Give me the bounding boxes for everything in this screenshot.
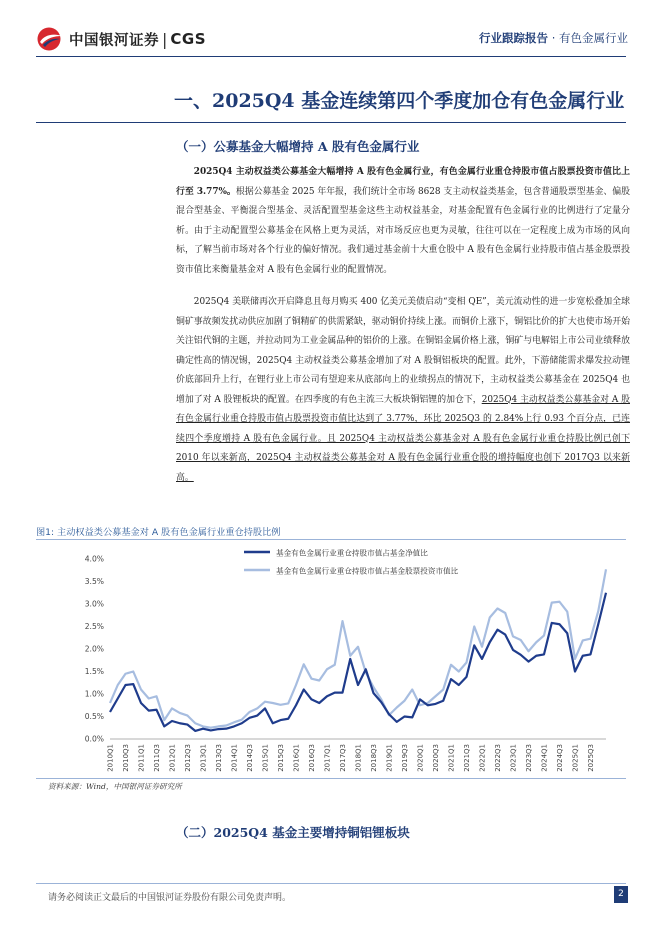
report-type-label (479, 30, 628, 46)
logo-separator: | (162, 29, 168, 49)
x-tick-label: 2016Q3 (308, 744, 316, 772)
x-tick-label: 2010Q3 (122, 744, 130, 772)
cgs-logo (36, 24, 206, 54)
x-tick-label: 2014Q3 (246, 744, 254, 772)
paragraph-2-highlight: 2025Q4 主动权益类公募基金对 A 股有色金属行业重仓持股市值占股票投资市值比达到了 3.77%，环比 2025Q3 的 2.84%上行 0.93 个百分点，已连续四个季度增持 A 股有色金属行业。且 2025Q4 主动权益类公募基金对 A 股有色金属行业重仓持股比例已创下 2010 年以来新高，2025Q4 主动权益类公募基金对 A 股有色金属行业重仓股的增持幅度也创下 2017Q3 以来新高。 (176, 394, 630, 483)
industry-name: 有色金属行业 (559, 31, 628, 45)
x-tick-label: 2024Q3 (556, 744, 564, 772)
x-tick-label: 2017Q1 (323, 744, 332, 772)
x-tick-label: 2012Q3 (184, 744, 192, 772)
cgs-logo-mark-icon (36, 26, 64, 52)
y-tick-label: 2.5% (84, 622, 104, 632)
x-tick-label: 2014Q1 (230, 744, 239, 772)
x-tick-label: 2020Q3 (432, 744, 440, 772)
y-tick-label: 1.5% (84, 667, 104, 677)
x-tick-label: 2023Q1 (509, 744, 518, 772)
holding-ratio-chart (36, 540, 630, 776)
x-tick-label: 2019Q3 (401, 744, 409, 772)
x-tick-label: 2017Q3 (339, 744, 347, 772)
series-line-stock-value-ratio (110, 569, 606, 727)
paragraph-1-lead: 2025Q4 主动权益类公募基金大幅增持 A 股有色金属行业，有色金属行业重仓持股市值占股票投资市值比上行至 3.77%。 (176, 167, 630, 197)
report-type-dot: · (551, 31, 556, 45)
y-tick-label: 0.0% (84, 734, 104, 744)
footer-divider (36, 883, 626, 884)
x-tick-label: 2021Q1 (447, 744, 456, 772)
x-tick-label: 2011Q3 (153, 744, 161, 772)
legend-label-stock-value: 基金有色金属行业重仓持股市值占基金股票投资市值比 (276, 566, 459, 576)
x-tick-label: 2024Q1 (540, 744, 549, 772)
x-tick-label: 2013Q1 (199, 744, 208, 772)
y-axis (85, 555, 104, 744)
x-tick-label: 2019Q1 (385, 744, 394, 772)
x-tick-label: 2021Q3 (463, 744, 471, 772)
x-tick-label: 2025Q1 (571, 744, 580, 772)
paragraph-1 (176, 163, 630, 280)
y-tick-label: 3.5% (84, 577, 104, 587)
x-tick-label: 2010Q1 (106, 744, 115, 772)
x-tick-label: 2018Q1 (354, 744, 363, 772)
logo-chinese-name: 中国银河证券 (69, 32, 159, 49)
figure-bottom-rule (36, 778, 626, 779)
x-tick-label: 2023Q3 (525, 744, 533, 772)
x-tick-label: 2015Q3 (277, 744, 285, 772)
footer-disclaimer: 请务必阅读正文最后的中国银河证券股份有限公司免责声明。 (48, 893, 292, 903)
y-tick-label: 1.0% (84, 689, 104, 699)
y-tick-label: 2.0% (84, 644, 104, 654)
subsection-title-2: （二）2025Q4 基金主要增持铜铝锂板块 (176, 825, 410, 840)
report-type: 行业跟踪报告 (479, 31, 549, 45)
y-tick-label: 3.0% (84, 599, 104, 609)
paragraph-2-body: 2025Q4 美联储再次开启降息且每月购买 400 亿美元美债启动“变相 QE”，美元流动性的进一步宽松叠加全球铜矿事故频发扰动供应加剧了铜精矿的供需紧缺，驱动铜价持续上涨。而铜价上涨下，铜铝比价的扩大也使市场开始关注铝代铜的主题，并拉动同为工业金属品种的铝价的上涨。在铜铝金属价格上涨，铜矿与电解铝上市公司业绩释放确定性高的情况锡，2025Q4 主动权益类公募基金增加了对 A 股铜铝板块的配置。此外，下游储能需求爆发拉动锂价底部回升上行，在锂行业上市公司有望迎来从底部向上的业绩拐点的情况下，主动权益类公募基金在 2025Q4 也增加了对 A 股锂板块的配置。在四季度的有色主流三大板块铜铝锂的加仓下， (176, 297, 630, 405)
page-header (0, 0, 662, 66)
header-divider (36, 56, 626, 57)
chart-series (110, 569, 606, 731)
x-tick-label: 2016Q1 (292, 744, 301, 772)
x-tick-label: 2025Q3 (587, 744, 595, 772)
section-title: 一、2025Q4 基金连续第四个季度加仓有色金属行业 (174, 90, 625, 112)
figure-caption: 图1: 主动权益类公募基金对 A 股有色金属行业重仓持股比例 (36, 527, 281, 538)
x-tick-label: 2013Q3 (215, 744, 223, 772)
chart-legend (244, 548, 459, 576)
x-tick-label: 2022Q3 (494, 744, 502, 772)
x-tick-label: 2015Q1 (261, 744, 270, 772)
figure-source: 资料来源：Wind，中国银河证券研究所 (48, 782, 182, 791)
x-axis (107, 739, 607, 772)
x-tick-label: 2012Q1 (168, 744, 177, 772)
x-tick-label: 2022Q1 (478, 744, 487, 772)
paragraph-2 (176, 293, 630, 488)
legend-label-net-value: 基金有色金属行业重仓持股市值占基金净值比 (276, 548, 428, 558)
x-tick-label: 2011Q1 (137, 744, 146, 772)
section-divider (36, 122, 626, 123)
page-number: 2 (614, 886, 628, 903)
x-tick-label: 2020Q1 (416, 744, 425, 772)
logo-english-name: CGS (170, 30, 207, 48)
series-line-net-value-ratio (110, 593, 606, 731)
y-tick-label: 4.0% (84, 554, 104, 564)
subsection-title-1: （一）公募基金大幅增持 A 股有色金属行业 (176, 139, 420, 154)
paragraph-1-body: 根据公募基金 2025 年年报，我们统计全市场 8628 支主动权益类基金，包含普通股票型基金、偏股混合型基金、平衡混合型基金、灵活配置型基金这些主动权益基金，对基金配置有色金属行业的比例进行了定量分析。由于主动配置型公募基金在风格上更为灵活，对市场反应也更为灵敏，往往可以在一定程度上成为市场的风向标，了解当前市场对各个行业的偏好情况。我们通过基金前十大重仓股中 A 股有色金属行业持股市值占基金股票投资市值比来衡量基金对 A 股有色金属行业的配置情况。 (176, 186, 631, 275)
y-tick-label: 0.5% (84, 712, 104, 722)
x-tick-label: 2018Q3 (370, 744, 378, 772)
